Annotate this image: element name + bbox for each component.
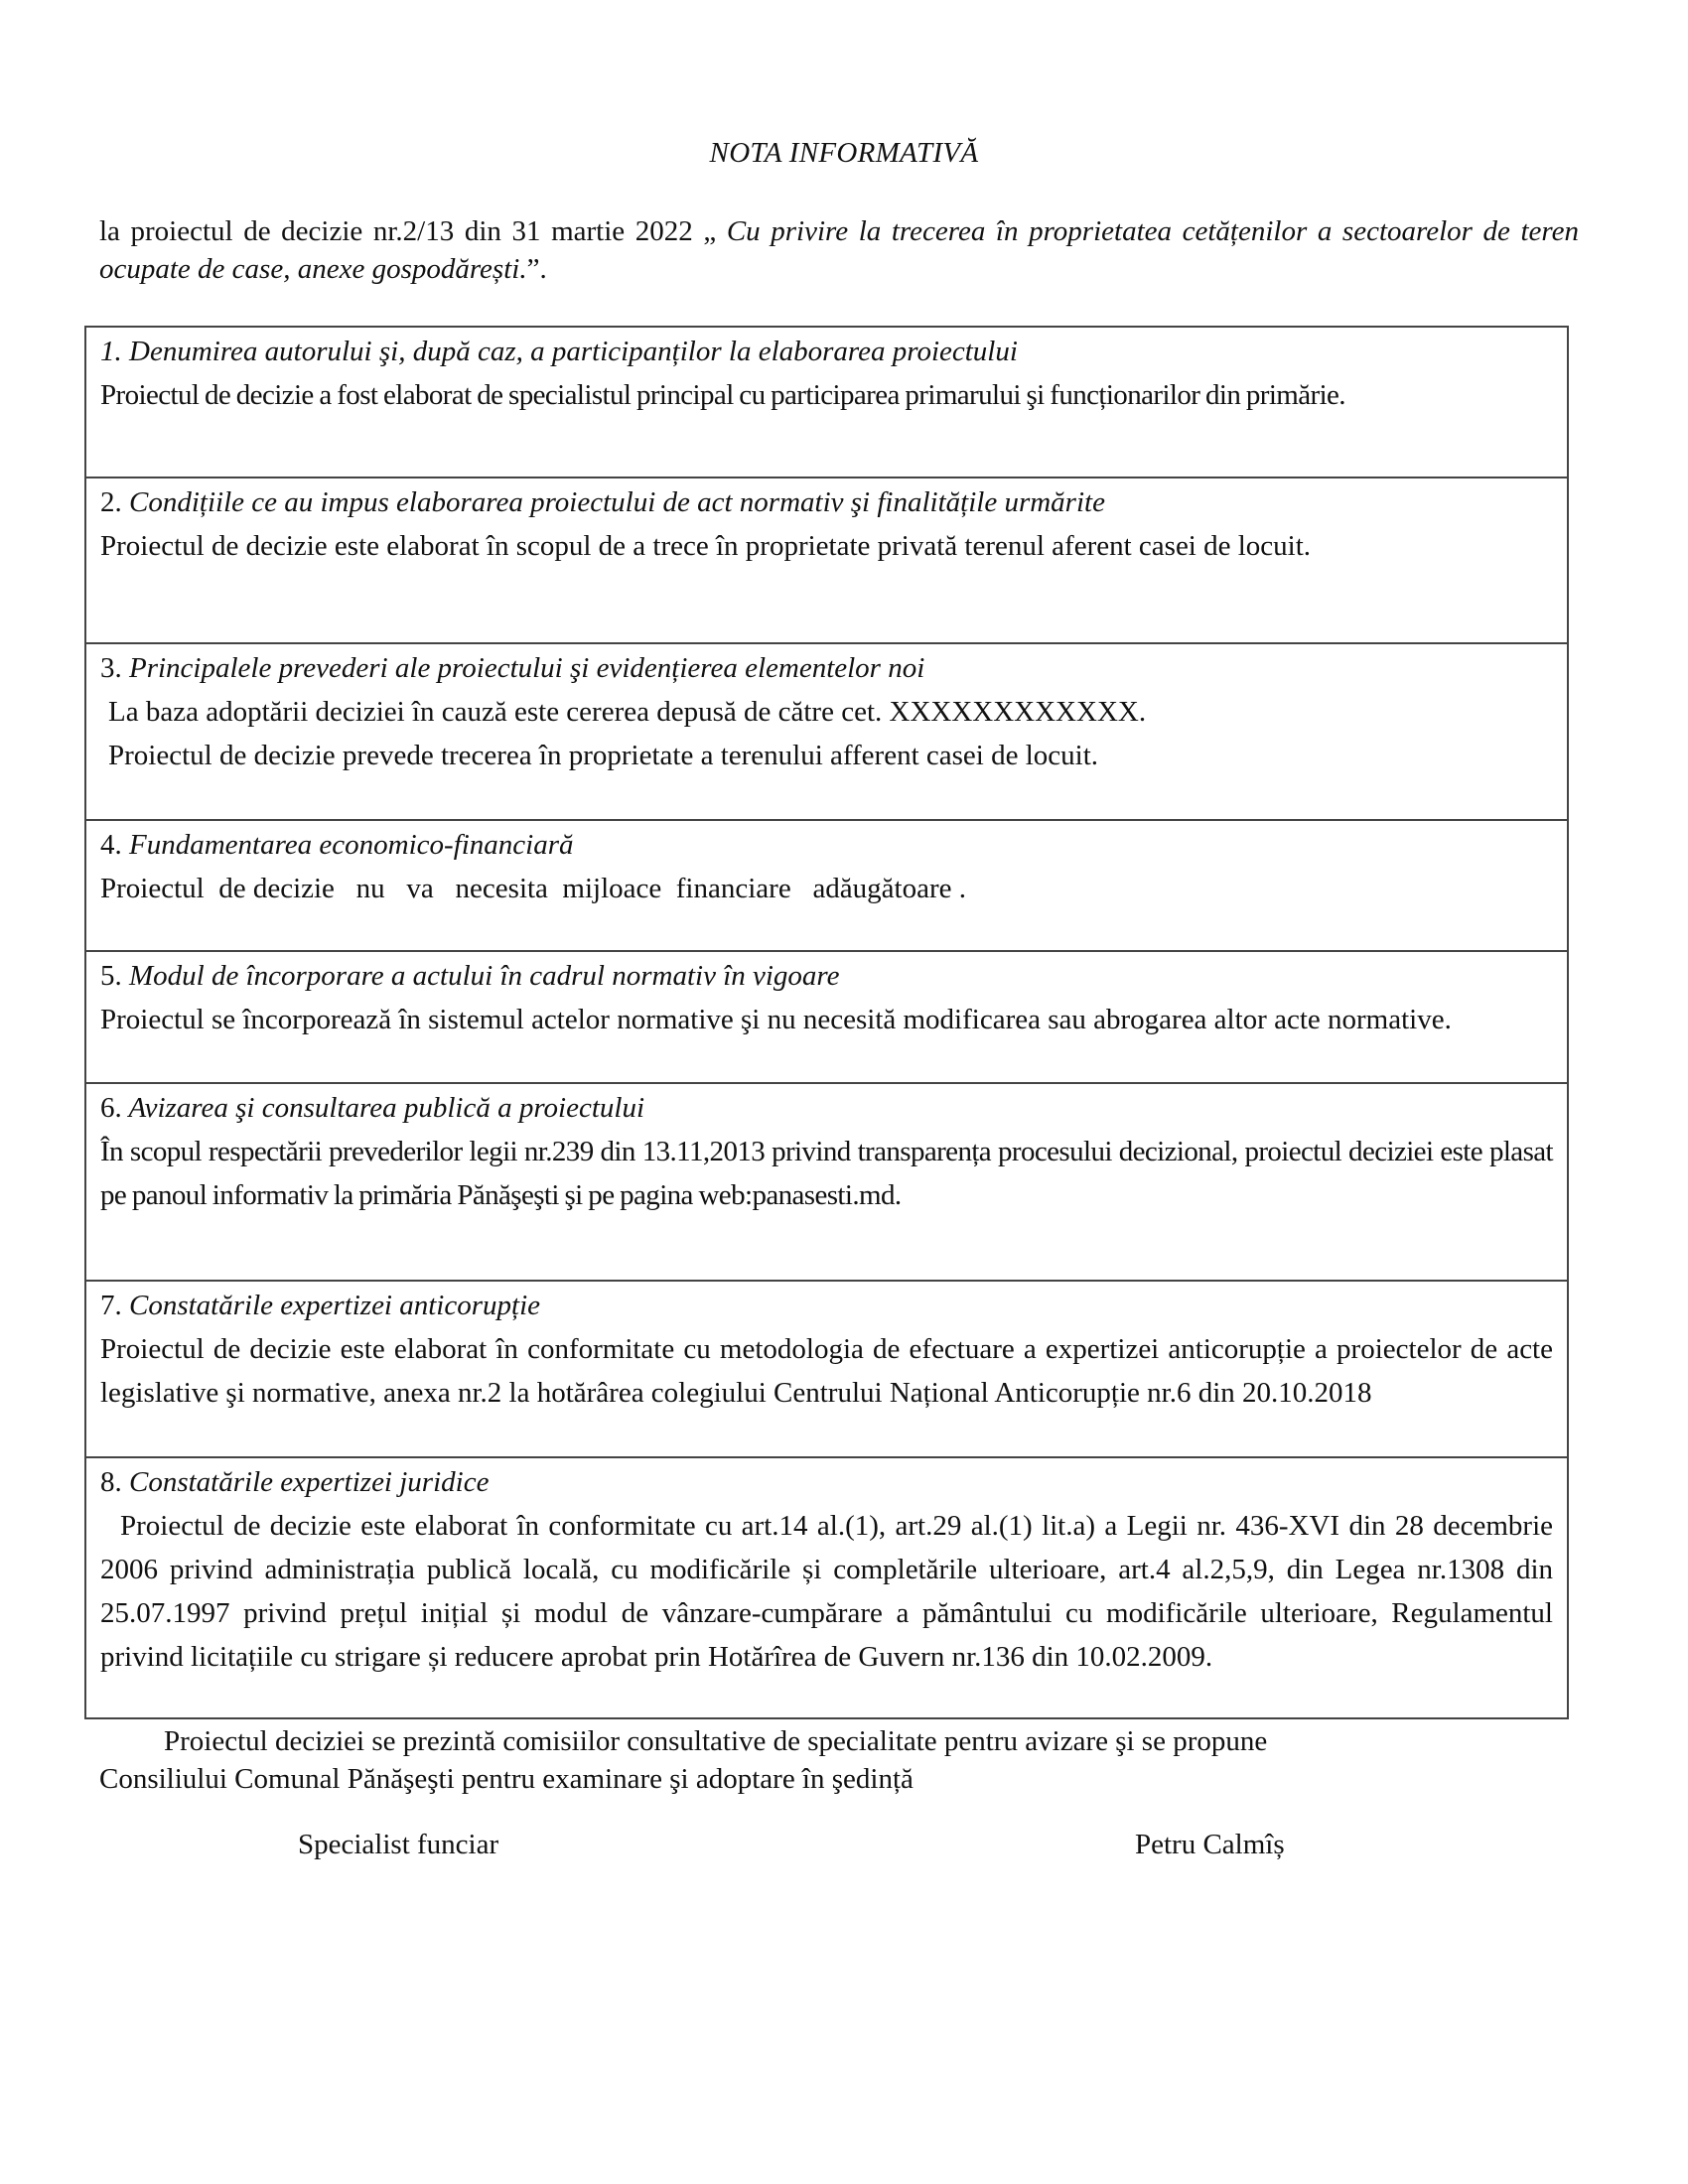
section-heading: 2. Condițiile ce au impus elaborarea proiectului de act normativ şi finalitățile urmărite bbox=[100, 486, 1105, 518]
section-heading: 3. Principalele prevederi ale proiectului şi evidențierea elementelor noi bbox=[100, 652, 925, 684]
intro-paragraph bbox=[99, 212, 1579, 288]
section-5 bbox=[86, 950, 1567, 1082]
section-8 bbox=[86, 1456, 1567, 1717]
section-body: Proiectul de decizie este elaborat în conformitate cu art.14 al.(1), art.29 al.(1) lit.a) a Legii nr. 436-XVI din 28 decembrie 2006 privind administrația publică locală, cu modificările și completările ulterioare, art.4 al.2,5,9, din Legea nr.1308 din 25.07.1997 privind prețul inițial și modul de vânzare-cumpărare a pământului cu modificările ulterioare, Regulamentul privind licitațiile cu strigare și reducere aprobat prin Hotărîrea de Guvern nr.136 din 10.02.2009. bbox=[100, 1510, 1553, 1673]
signature-role: Specialist funciar bbox=[298, 1829, 499, 1860]
section-body: Proiectul de decizie este elaborat în conformitate cu metodologia de efectuare a expertizei anticorupție a proiectelor de acte legislative şi normative, anexa nr.2 la hotărârea colegiului Centrului Național Anticorupție nr.6 din 20.10.2018 bbox=[100, 1333, 1553, 1409]
section-body-line: Proiectul de decizie prevede trecerea în proprietate a terenului afferent casei de locuit. bbox=[108, 740, 1099, 771]
section-body: Proiectul se încorporează în sistemul actelor normative şi nu necesită modificarea sau abrogarea altor acte normative. bbox=[100, 1004, 1452, 1035]
section-7 bbox=[86, 1280, 1567, 1456]
section-body: Proiectul de decizie a fost elaborat de specialistul principal cu participarea primarului şi funcționarilor din primărie. bbox=[100, 379, 1345, 411]
intro-prefix: la proiectul de decizie nr.2/13 din 31 martie 2022 „ bbox=[99, 215, 727, 247]
section-2 bbox=[86, 477, 1567, 642]
section-heading: 7. Constatările expertizei anticorupție bbox=[100, 1290, 541, 1321]
section-body: În scopul respectării prevederilor legii nr.239 din 13.11,2013 privind transparența procesului decizional, proiectul deciziei este plasat pe panoul informativ la primăria Pănăşeşti şi pe pagina web:panasesti.md. bbox=[100, 1136, 1553, 1211]
section-heading: 4. Fundamentarea economico-financiară bbox=[100, 829, 574, 861]
section-body bbox=[100, 690, 1553, 777]
section-body: Proiectul de decizie este elaborat în scopul de a trece în proprietate privată terenul aferent casei de locuit. bbox=[100, 530, 1312, 562]
section-6 bbox=[86, 1082, 1567, 1280]
section-heading: 1. Denumirea autorului şi, după caz, a participanților la elaborarea proiectului bbox=[100, 336, 1018, 367]
section-heading: 5. Modul de încorporare a actului în cadrul normativ în vigoare bbox=[100, 960, 840, 992]
intro-subject: Cu privire la trecerea în proprietatea cetățenilor a sectoarelor de teren ocupate de case, anexe gospodărești. bbox=[99, 215, 1580, 285]
closing-line-1: Proiectul deciziei se prezintă comisiilor consultative de specialitate pentru avizare şi se propune bbox=[164, 1725, 1268, 1757]
section-heading: 8. Constatările expertizei juridice bbox=[100, 1466, 490, 1498]
section-body: Proiectul de decizie nu va necesita mijloace financiare adăugătoare . bbox=[100, 873, 967, 904]
info-table bbox=[84, 326, 1569, 1719]
closing-paragraph bbox=[99, 1722, 1579, 1798]
intro-suffix: ”. bbox=[526, 253, 547, 285]
section-4 bbox=[86, 819, 1567, 950]
signature-name: Petru Calmîș bbox=[1135, 1829, 1285, 1860]
document-title: NOTA INFORMATIVĂ bbox=[709, 137, 979, 169]
closing-line-2: Consiliului Comunal Pănăşeşti pentru examinare şi adoptare în şedință bbox=[99, 1763, 914, 1795]
section-3 bbox=[86, 642, 1567, 819]
section-heading: 6. Avizarea şi consultarea publică a proiectului bbox=[100, 1092, 644, 1124]
section-body-line: La baza adoptării deciziei în cauză este cererea depusă de către cet. XXXXXXXXXXXX. bbox=[108, 696, 1147, 728]
section-1 bbox=[86, 328, 1567, 477]
